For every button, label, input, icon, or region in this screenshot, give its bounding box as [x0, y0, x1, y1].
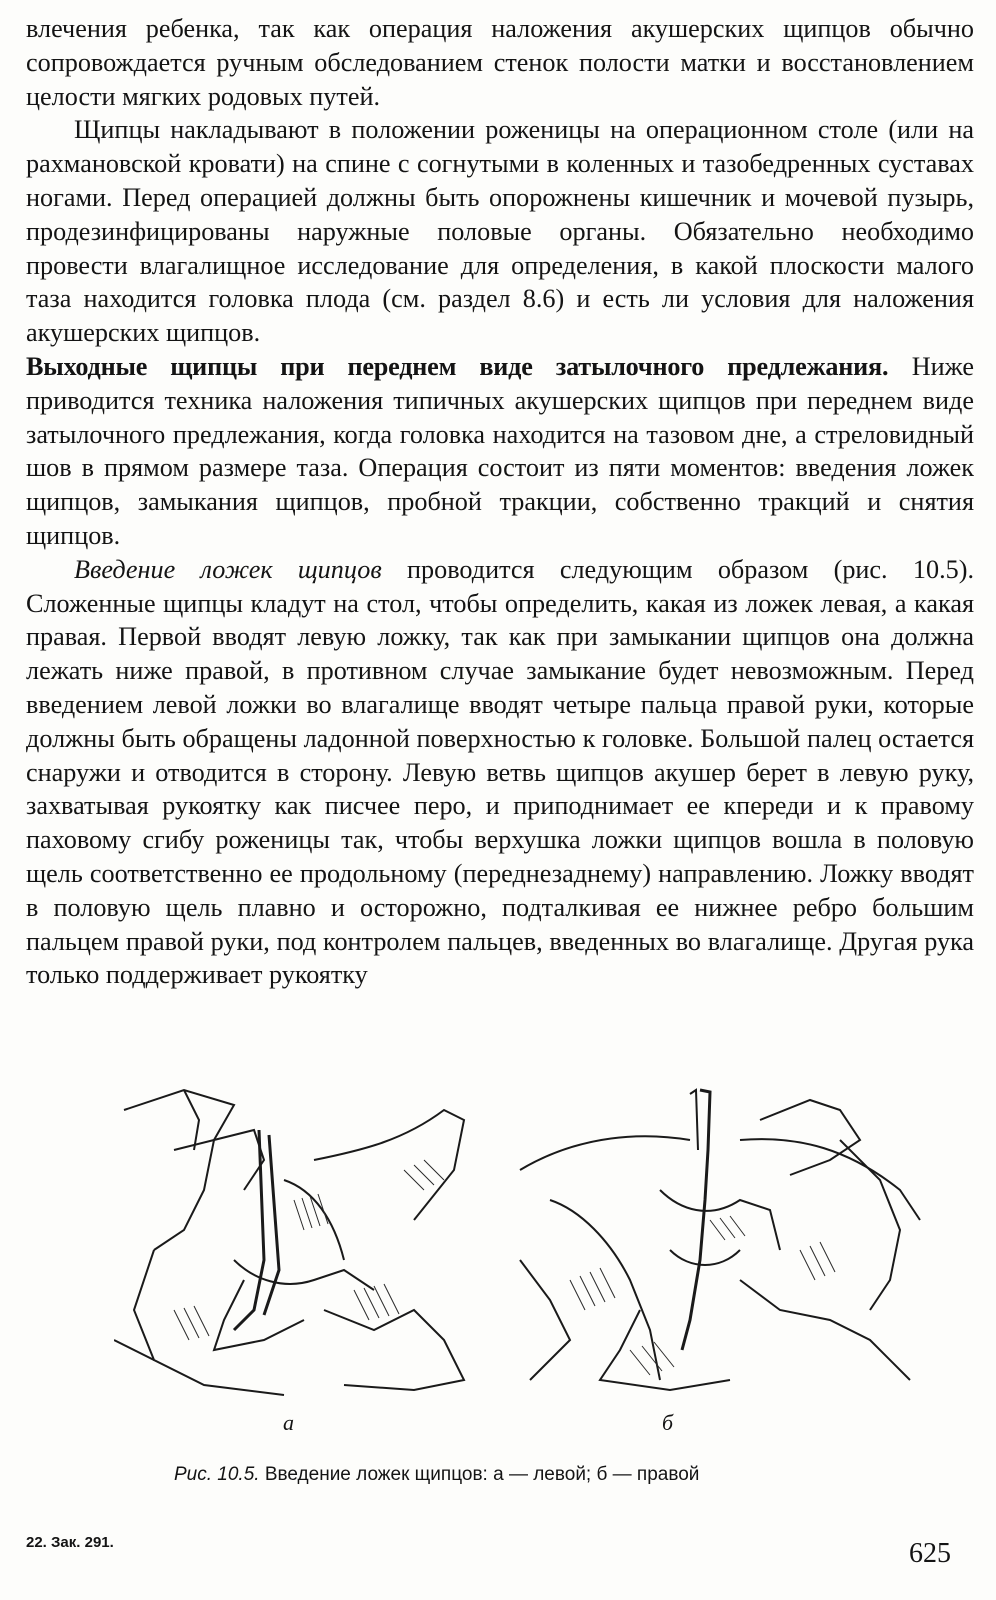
paragraph-positioning: Щипцы накладывают в положении роженицы на операционном столе (или на рахмановской кровати) на спине с согнутыми в коленных и тазобедренных суставах ногами. Перед операцией должны быть опорожнены кишечник и мочевой пузырь, продезинфицированы наружные половые органы. Обязательно необходимо провести влагалищное исследование для определения, в какой плоскости малого таза находится головка плода (см. раздел 8.6) и есть ли условия для наложения акушерских щипцов.	[26, 115, 974, 348]
illustration-right-blade	[510, 1080, 930, 1400]
figure-label-a: а	[283, 1410, 294, 1435]
paragraph-continued: влечения ребенка, так как операция наложения акушерских щипцов обычно сопровождается ручным обследованием стенок полости матки и восстановлением целости мягких родовых путей.	[26, 14, 974, 111]
caption-number: Рис. 10.5.	[174, 1464, 260, 1485]
figure-label-b: б	[662, 1410, 674, 1435]
figure-10-5	[100, 1080, 960, 1400]
section-heading: Выходные щипцы при переднем виде затылочного предлежания.	[26, 351, 889, 381]
body-text	[26, 12, 974, 992]
paragraph-blade-insertion	[26, 553, 974, 992]
page-number: 625	[909, 1538, 951, 1569]
printer-order-mark: 22. Зак. 291.	[26, 1534, 114, 1551]
caption-text: Введение ложек щипцов: а — левой; б — правой	[259, 1464, 700, 1485]
section-heading-text: Ниже приводится техника наложения типичных акушерских щипцов при переднем виде затылочного предлежания, когда головка находится на тазовом дне, а стреловидный шов в прямом размере таза. Операция состоит из пяти моментов: введения ложек щипцов, замыкания щипцов, пробной тракции, собственно тракций и снятия щипцов.	[26, 351, 974, 550]
italic-term: Введение ложек щипцов	[74, 554, 382, 584]
paragraph-exit-forceps	[26, 350, 974, 553]
figure-caption	[174, 1462, 874, 1488]
blade-insertion-text: проводится следующим образом (рис. 10.5). Сложенные щипцы кладут на стол, чтобы определить, какая из ложек левая, а какая правая. Первой вводят левую ложку, так как при замыкании щипцов она должна лежать ниже правой, в противном случае замыкание будет невозможным. Перед введением левой ложки во влагалище вводят четыре пальца правой руки, которые должны быть обращены ладонной поверхностью к головке. Большой палец остается снаружи и отводится в сторону. Левую ветвь щипцов акушер берет в левую руку, захватывая рукоятку как писчее перо, и приподнимает ее кпереди и к правому паховому сгибу роженицы так, чтобы верхушка ложки щипцов вошла в половую щель соответственно ее продольному (переднезаднему) направлению. Ложку вводят в половую щель плавно и осторожно, подталкивая ее нижнее ребро большим пальцем правой руки, под контролем пальцев, введенных во влагалище. Другая рука только поддерживает рукоятку	[26, 554, 974, 990]
illustration-left-blade	[114, 1080, 494, 1400]
